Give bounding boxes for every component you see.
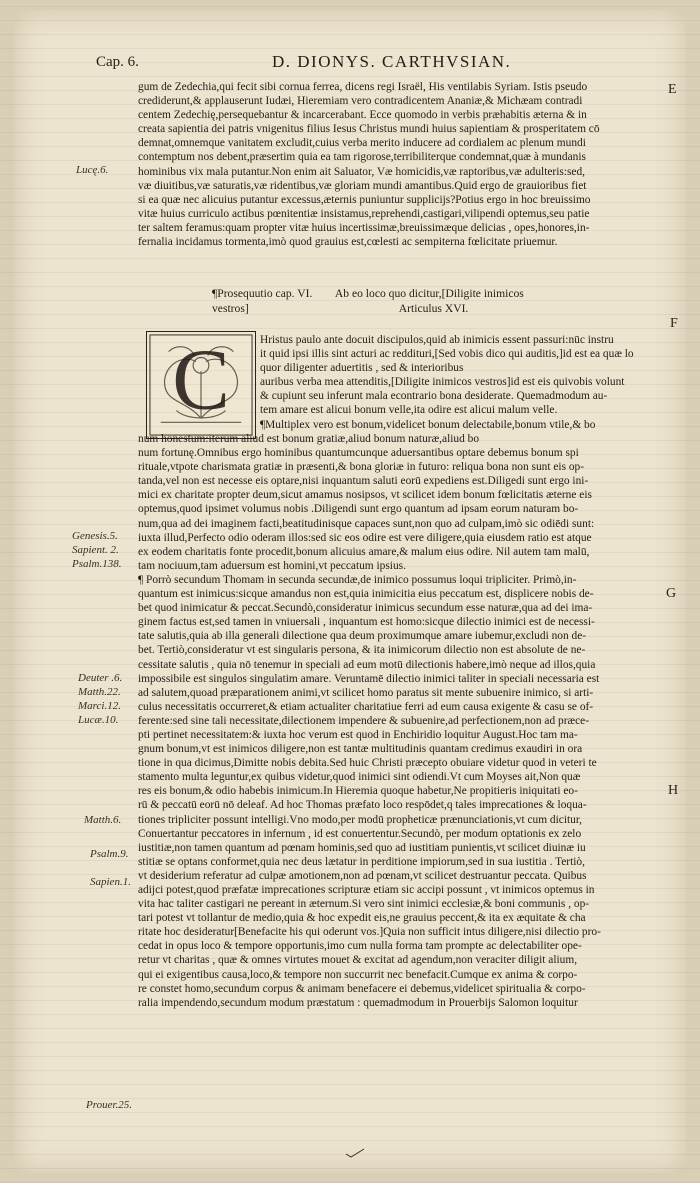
text-line: tione in qua dicimus,Dimitte nobis debita.Sed huic Christi præcepto obuiare videtur quod in veteri te xyxy=(138,757,597,770)
text-line: tate salutis,quia ab illa generali dilectione qua deum proximumque amare iubemur,excludi non de- xyxy=(138,630,587,643)
text-line: optemus,quod ipsimet volumus nobis .Diligendi sunt ergo quantum ad ipsam eorum naturam bo- xyxy=(138,503,579,516)
text-line: re constet homo,secundum corpus & animam benefacere ei debemus,videlicet spiritualia & corpo- xyxy=(138,982,586,995)
text-line: stitiæ se optans conformet,quia nec deus lætatur in perditione impiorum,sed in sua iustitia . Tertiò, xyxy=(138,855,585,868)
text-line: impossibile est singulos singulatim amare. Veruntamē dilectio inimici taliter in speciali necessaria est xyxy=(138,672,600,685)
text-line: rituale,vtpote charismata gratiæ in præsenti,& bona gloriæ in futuro: reliqua bona non sunt eis op- xyxy=(138,461,585,474)
text-line: creata sapientia dei patris vnigenitus filius Iesus Christus mundi huius sapientiam & prosperitatem cō xyxy=(138,123,600,136)
margin-letter-g: G xyxy=(666,586,677,601)
text-line: gnum bonum,vt est inimicos diligere,non est tantæ multitudinis quantam credimus exaudiri in ora xyxy=(138,743,583,756)
text-line: crediderunt,& applauserunt Iudæi, Hieremiam vero contradicentem Ananiæ,& Michæam contradi xyxy=(138,95,583,108)
text-line: væ diuitibus,væ saturatis,væ ridentibus,væ gloriam mundi amantibus.Quid ergo de grauioribus fiet xyxy=(138,179,587,192)
text-line: cessitate salutis , quia nō tenemur in speciali ad eum motū dilectionis habere,imò neque ad illos,quia xyxy=(138,658,596,671)
text-line: num,qua ad dei imaginem facti,beatitudinisque capaces sunt,non quo ad culpam,imò sic odiēdi sunt: xyxy=(138,517,595,530)
text-line: qui ei exigentibus causa,loco,& tempore non succurrit nec benefacit.Cumque ex anima & corpo- xyxy=(138,968,578,981)
text-line: ¶ Porrò secundum Thomam in secunda secundæ,de inimico possumus loqui tripliciter. Primò,in- xyxy=(138,573,577,586)
text-line: fernalia incidamus tormenta,imò quod grauius est,cœlesti ac sempiterna fœlicitate priuemur. xyxy=(138,236,558,249)
text-line: mici ex charitate propter deum,sicut amamus nosipsos, vt scilicet idem bonum fœlicitatis æterne eis xyxy=(138,489,592,502)
margin-note: Deuter .6. xyxy=(78,672,123,684)
text-line: ferente:sed sine tali necessitate,dilectionem impendere & subuenire,ad perfectionem,non ad præce- xyxy=(138,714,590,727)
text-line: bet quod inimicatur & peccat.Secundò,consideratur inimicus secundum esse naturæ,qua ad dei ima- xyxy=(138,602,593,615)
text-line: it quid ipsi illis sint acturi ac reddituri,[Sed vobis dico qui auditis,]id est ea quæ lo xyxy=(260,348,634,361)
text-line: ad salutem,quoad præparationem animi,vt scilicet homo paratus sit mente subuenire inimico, si arti- xyxy=(138,686,594,699)
margin-letter-e: E xyxy=(668,82,677,97)
text-line: hominibus vix mala putantur.Non enim ait Saluator, Væ homicidis,væ raptoribus,væ adulteris:sed, xyxy=(138,165,586,178)
margin-note: Psalm.138. xyxy=(72,558,122,570)
text-line: retur vt charitas , quæ & omnes virtutes mouet & excitat ad agendum,non veraciter diligit alium, xyxy=(138,954,578,967)
margin-note: Matth.22. xyxy=(78,686,121,698)
text-line: demnat,omnemque vanitatem excludit,cuius verba merito inducere ad cordialem ac plenum mundi xyxy=(138,137,586,150)
text-line: tiones tripliciter possunt intelligi.Vno modo,per modū propheticæ prænunciationis,vt cum dicitur, xyxy=(138,813,583,826)
text-line: tari potest vt tollantur de medio,quia & hoc expedit eis,ne grauius peccent,& ita ex æquitate & cha xyxy=(138,912,586,925)
margin-letter-f: F xyxy=(670,316,678,331)
text-line: iustitiæ,non tamen quantum ad pœnam hominis,sed quo ad iustitiam punientis,vt scilicet diuinæ iu xyxy=(138,841,586,854)
text-line: bet. Tertiò,consideratur vt est singularis persona, & ita inimicorum dilectio non est absolute de ne- xyxy=(138,644,586,657)
text-line: Hristus paulo ante docuit discipulos,quid ab inimicis essent passuri:nūc instru xyxy=(260,334,614,346)
initial-wrapped-lines xyxy=(260,333,650,432)
margin-note: Sapient. 2. xyxy=(72,544,119,556)
text-line: ralia impendendo,secundum modum præstatum : quemadmodum in Prouerbijs Salomon loquitur xyxy=(138,996,578,1009)
chapter-label: Cap. 6. xyxy=(96,54,139,70)
ink-check-icon xyxy=(345,1148,365,1158)
text-line: vita hac taliter castigari ne pereant in æternum.Si vero sint inimici ecclesiæ,& boni communis , op- xyxy=(138,898,590,911)
section-heading xyxy=(212,287,652,316)
text-line: ter saltem feramus:quam propter vitæ huius incertissimæ,breuissimæque delicias , opes,honores,in- xyxy=(138,221,590,234)
text-line: num honestum:iterum aliud est bonum gratiæ,aliud bonum naturæ,aliud bo xyxy=(138,433,480,445)
margin-note: Prouer.25. xyxy=(86,1099,133,1111)
heading-line: vestros] Articulus XVI. xyxy=(212,301,469,315)
text-line: & cupiunt seu inferunt mala econtrario bona desiderate. Quemadmodum au- xyxy=(260,390,608,403)
margin-note: Genesis.5. xyxy=(72,530,118,542)
text-line: ginem factus est,sed tamen in vniuersali , inquantum est homo:sicque dilectio inimici est de necessi- xyxy=(138,616,595,629)
text-line: res eis bonum,& odio habebis inimicum.In Hieremia quoque habetur,Ne propitieris iniquitati eo- xyxy=(138,785,578,798)
text-line: quor diligenter aduertitis , sed & interioribus xyxy=(260,362,464,375)
text-line: tem amare est alicui bonum velle,ita odire est alicui malum velle. xyxy=(260,404,558,417)
text-line: auribus verba mea attenditis,[Diligite inimicos vestros]id est eis quivobis volunt xyxy=(260,376,625,389)
text-line: gum de Zedechia,qui fecit sibi cornua ferrea, dicens regi Israël, His ventilabis Syriam. Istis pseudo xyxy=(138,81,588,93)
text-line: cedat in opus loco & tempore opportunis,imo cum nulla forma tam prompte ac delectabiliter ope- xyxy=(138,940,582,953)
text-line: adijci potest,quod præfatæ imprecationes scripturæ etiam sic accipi possunt , vt inimicos optemus in xyxy=(138,884,595,896)
margin-note: Lucę.6. xyxy=(76,164,109,176)
text-line: si ea quæ nec alicuius putantur excessus,æternis puniuntur supplicijs?Potius ergo in hoc breuissimo xyxy=(138,193,591,206)
margin-note: Marci.12. xyxy=(78,700,121,712)
text-line: tam nociuum,tam aduersum est homini,vt peccatum ipsius. xyxy=(138,559,406,572)
decorated-initial xyxy=(146,331,256,439)
text-line: iuxta illud,Perfecto odio oderam illos:sed sic eos odire est vere diligere,quia eiusdem ratio est atque xyxy=(138,531,592,544)
text-line: centem Zedechię,persequebantur & incarcerabant. Ecce quomodo in verbis præhabitis æterna & in xyxy=(138,109,587,122)
running-title: D. DIONYS. CARTHVSIAN. xyxy=(272,52,512,71)
text-line: ritate hoc desideratur[Benefacite his qui oderunt vos.]Quia non sufficit intus diligere,nisi dilectio pro- xyxy=(138,926,601,939)
text-line: ¶Multiplex vero est bonum,videlicet bonum delectabile,bonum vtile,& bo xyxy=(260,418,596,431)
text-line: contemptum nos debent,præsertim quia ea tam rigorose,terribiliterque condemnat,quæ à mundanis xyxy=(138,151,586,164)
paragraph-opening xyxy=(138,80,648,249)
ornament-initial-icon xyxy=(147,332,255,438)
initial-letter: C xyxy=(172,332,230,428)
paragraph-main xyxy=(138,432,648,1024)
text-line: vitæ huius curriculo actibus pœnitentiæ insistamus,reprehendi,castigari,vilipendi optemus,seu patie xyxy=(138,207,590,220)
margin-note: Lucæ.10. xyxy=(78,714,119,726)
text-line: pti pertinet necessitatem:& iuxta hoc verum est quod in Enchiridio loquitur August.Hoc tam ma- xyxy=(138,728,578,741)
text-line: ex eodem charitatis fonte procedit,bonum alicuius amare,& malum eius odire. Nil autem tam malū, xyxy=(138,545,590,558)
text-line: quantum est inimicus:sicque amandus non est,quia inimicitia eius peccatum est, displicere nobis de- xyxy=(138,588,594,601)
text-line xyxy=(138,1010,648,1024)
text-line: stamento multa leguntur,ex quibus videtur,quod inimici sint odiendi.Vt cum Moyses ait,Non quæ xyxy=(138,771,581,784)
text-line: tanda,vel non est necesse eis optare,nisi inquantum saluti eorū expediens est.Diligedi sunt ergo ini- xyxy=(138,475,589,488)
text-line: culus necessitatis occurreret,& etiam actualiter charitatiue ferri ad eum causa exigente & casu se of- xyxy=(138,700,594,713)
heading-line: ¶Prosequutio cap. VI. Ab eo loco quo dicitur,[Diligite inimicos xyxy=(212,287,524,300)
margin-letter-h: H xyxy=(668,783,679,798)
margin-note: Psalm.9. xyxy=(90,848,129,860)
margin-note: Matth.6. xyxy=(84,814,122,826)
text-line: vt desiderium referatur ad culpæ amotionem,non ad pœnam,vt scilicet destruantur peccata. Quibus xyxy=(138,869,587,882)
text-line: Conuertantur peccatores in infernum , id est conuertentur.Secundò, per modum optationis ex zelo xyxy=(138,827,582,840)
margin-note: Sapien.1. xyxy=(90,876,131,888)
text-line: num fortunę.Omnibus ergo hominibus quantumcunque aduersantibus optare debemus bonum spi xyxy=(138,447,579,460)
page-header xyxy=(0,54,700,78)
text-line: rū & peccatū eorū nō deleaf. Ad hoc Thomas præfato loco respōdet,q tales imprecationes & loqua- xyxy=(138,799,587,812)
